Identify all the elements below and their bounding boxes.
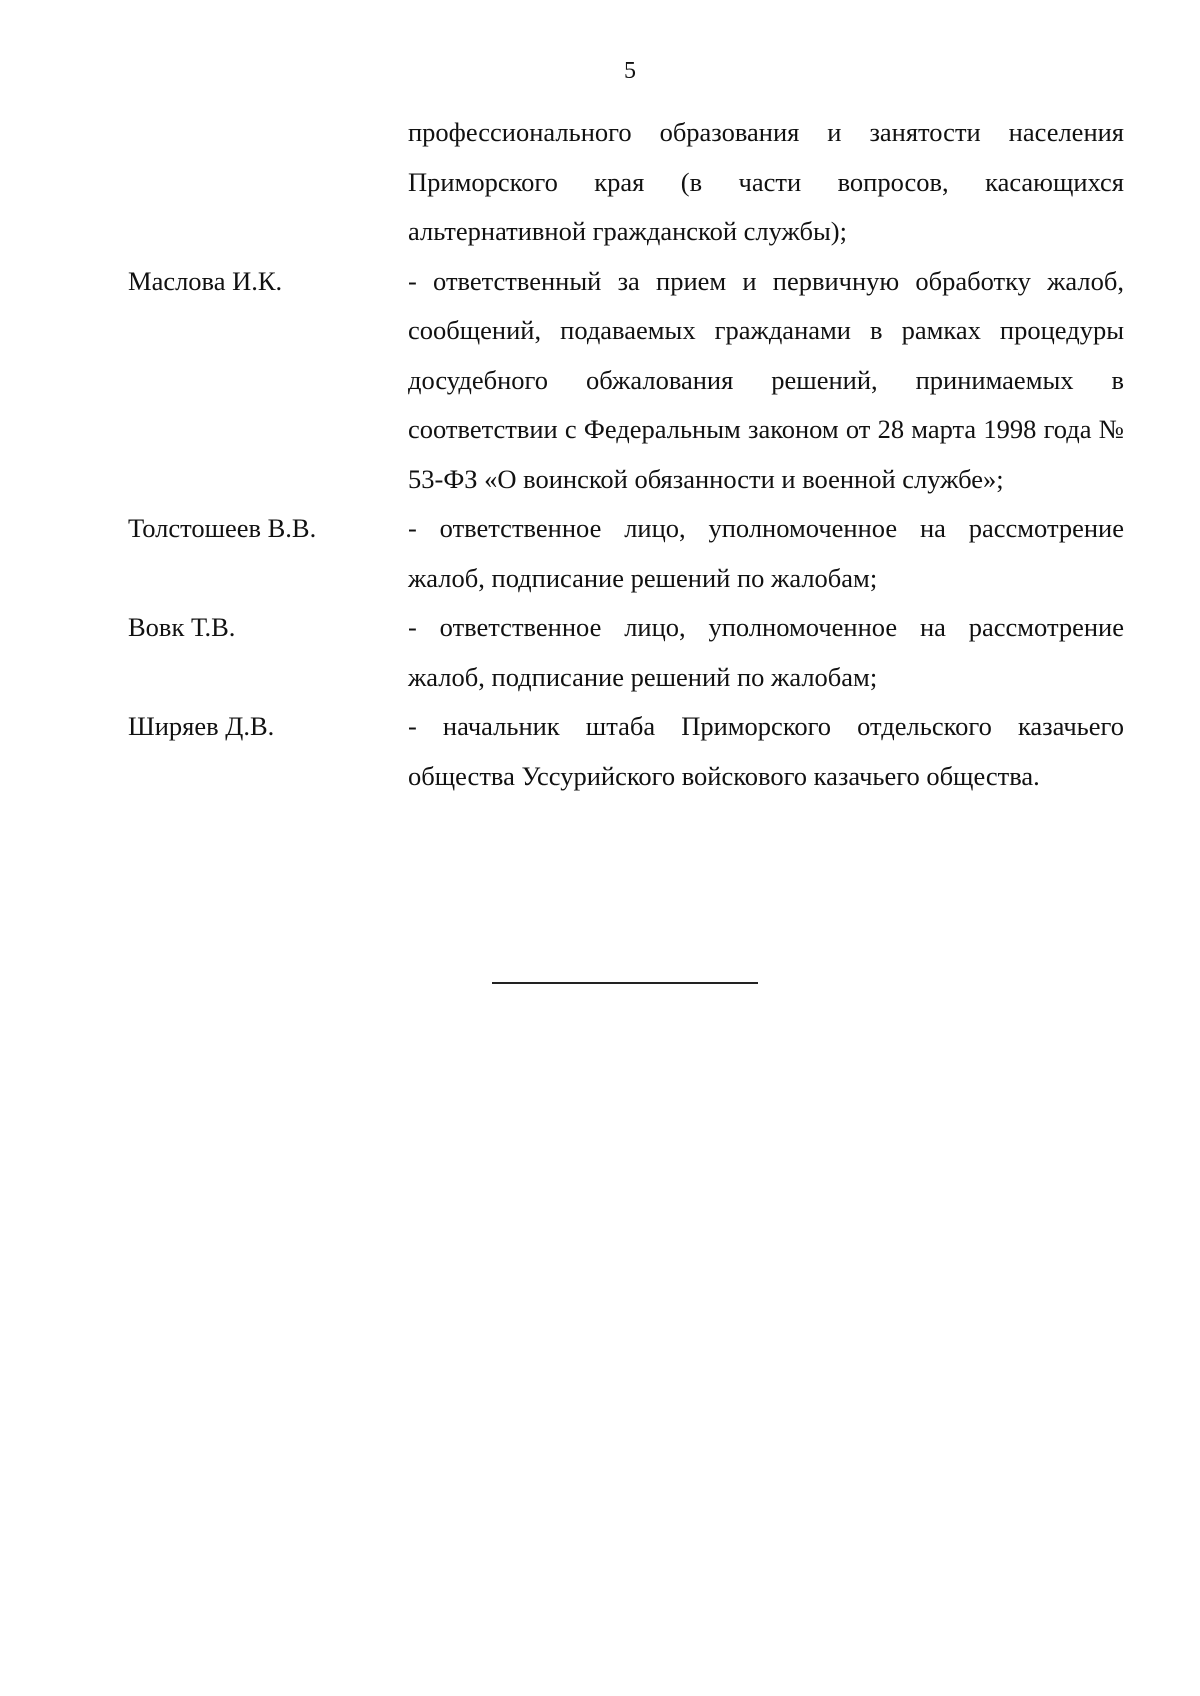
- entry-shiryaev: [128, 702, 1124, 801]
- person-name: Маслова И.К.: [128, 265, 283, 296]
- entry-maslova: [128, 257, 1124, 505]
- person-name: Толстошеев В.В.: [128, 513, 317, 543]
- responsible-persons-list: [128, 108, 1124, 801]
- person-name: Ширяев Д.В.: [128, 711, 275, 741]
- person-responsibility: - ответственное лицо, уполномоченное на рассмотрение жалоб, подписание решений по жалобам;: [408, 612, 1124, 692]
- person-name: Вовк Т.В.: [128, 612, 236, 642]
- person-responsibility: - начальник штаба Приморского отдельского казачьего общества Уссурийского войскового казачьего общества.: [408, 711, 1124, 791]
- person-responsibility: - ответственный за прием и первичную обработку жалоб, сообщений, подаваемых гражданами в рамках процедуры досудебного обжалования решений, принимаемых в соответствии с Федеральным законом от 28 марта 1998 года № 53-ФЗ «О воинской обязанности и военной службе»;: [408, 265, 1124, 494]
- entry-vovk: [128, 603, 1124, 702]
- end-divider: [492, 982, 758, 984]
- person-responsibility: - ответственное лицо, уполномоченное на рассмотрение жалоб, подписание решений по жалобам;: [408, 513, 1124, 593]
- entry-tolstosheev: [128, 504, 1124, 603]
- continuation-text: профессионального образования и занятости населения Приморского края (в части вопросов, касающихся альтернативной гражданской службы);: [408, 117, 1124, 246]
- continuation-entry: [128, 108, 1124, 257]
- page-number: 5: [624, 58, 636, 84]
